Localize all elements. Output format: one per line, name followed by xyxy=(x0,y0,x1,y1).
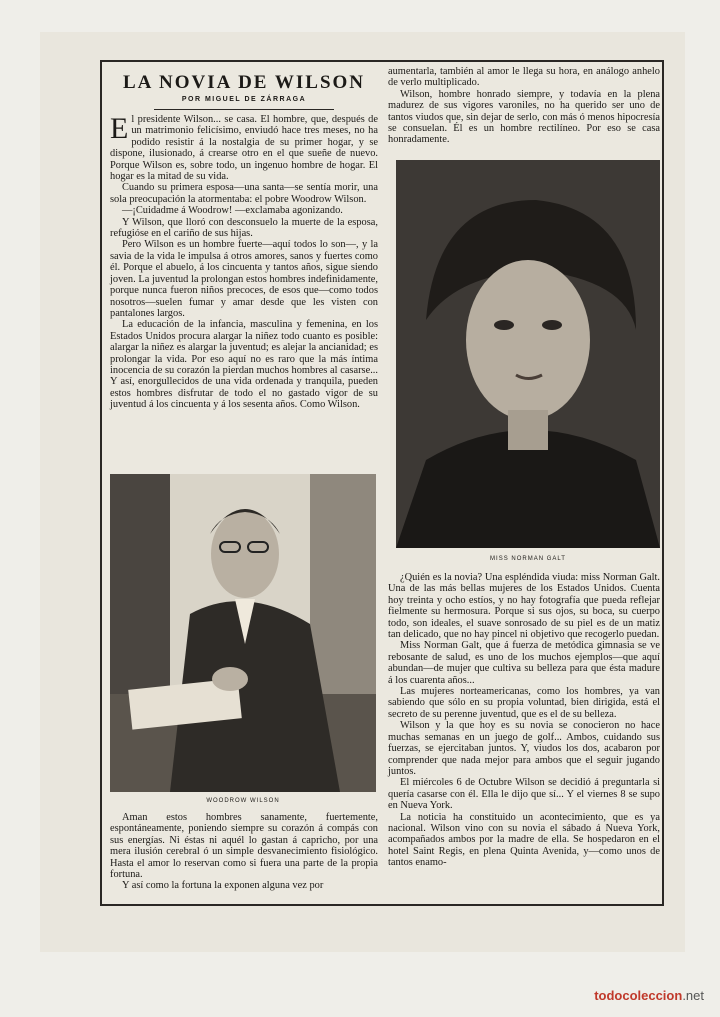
paragraph-6: La educación de la infancia, masculina y femenina, en los Estados Unidos procura alargar la niñez todo cuanto es posible: alargar la niñez es alargar la juventud; es alejar la ancianidad; es prolongar la vida. Por eso aquí no es raro que la más íntima inocencia de su corazón la pierdan muchos hombres al casarse... Y así, enorgullecidos de una vida ordenada y tranquila, pueden estos hombres disfrutar de todo el no gastado vigor de su juventud á los cincuenta y á los sesenta años. Como Wilson. xyxy=(110,319,378,411)
paragraph-1-text: l presidente Wilson... se casa. El hombre, que, después de un matrimonio felicísimo, enviudó hace tres meses, no ha podido resistir á la nostalgia de su primer hogar, y se dispone, ilusionado, á crearse otro en el que sueñe de nuevo. Porque Wilson es, sobre todo, un ingenuo hombre de hogar. El hogar es la mitad de su vida. xyxy=(110,114,378,183)
galt-portrait-image xyxy=(396,160,660,548)
wilson-photo xyxy=(110,474,376,792)
wilson-portrait-image xyxy=(110,474,376,792)
galt-photo xyxy=(396,160,660,548)
paragraph-14: Wilson y la que hoy es su novia se conocieron no hace muchas semanas en un juego de golf... Ambos, cuidando sus fuerzas, se ejercitaban juntos. Y, viudos los dos, acabaron por comprender que nada mejor para ambos que el seguir jugando juntos. xyxy=(388,720,660,777)
left-column xyxy=(110,66,378,411)
drop-cap: E xyxy=(110,112,129,145)
paragraph-3: —¡Cuidadme á Woodrow! —exclamaba agonizando. xyxy=(122,205,343,217)
paragraph-4: Y Wilson, que lloró con desconsuelo la muerte de la esposa, refugióse en el cariño de sus hijas. xyxy=(110,216,378,240)
paragraph-16: La noticia ha constituido un acontecimiento, que es ya nacional. Wilson vino con su novia el sábado á Nueva York, acompañados ambos por la madre de ella. Se hospedaron en el hotel Saint Regis, en plena Quinta Avenida, y—como unos de tantos enamo- xyxy=(388,811,660,869)
paragraph-11: ¿Quién es la novia? Una espléndida viuda: miss Norman Galt. Una de las más bellas mujeres de los Estados Unidos. Cuenta hoy treinta y ocho estíos, y no hay fotografía que pueda reflejar fielmente su hermosura. Porque si sus ojos, su boca, su cuerpo todo, son ideales, el suave sonrosado de su piel es de un matiz tan delicado, que no hay pincel ni objetivo que recogerlo puedan. xyxy=(388,572,660,641)
paragraph-9: aumentarla, también al amor le llega su hora, en análogo anhelo de verlo multiplicado. xyxy=(388,66,660,89)
wilson-caption: WOODROW WILSON xyxy=(206,798,280,804)
site-watermark xyxy=(594,988,704,1003)
article-title: LA NOVIA DE WILSON xyxy=(122,72,366,93)
paragraph-10: Wilson, hombre honrado siempre, y todavía en la plena madurez de sus vigores varoniles, no ha querido ser uno de tantos viudos que, sin dejar de serlo, con más ó menos hipocresía se consuelan. Él es un hombre rectilíneo. Por eso se casa honradamente. xyxy=(388,88,660,146)
watermark-brand: todocoleccion xyxy=(594,988,683,1003)
left-bottom-column xyxy=(110,812,378,892)
paragraph-8: Y así como la fortuna la exponen alguna vez por xyxy=(122,880,324,892)
paragraph-15: El miércoles 6 de Octubre Wilson se decidió á preguntarla si quería casarse con él. Ella le dijo que sí... Y el viernes 8 se supo en Nueva York. xyxy=(388,777,660,812)
title-rule xyxy=(154,109,334,110)
paragraph-13: Las mujeres norteamericanas, como los hombres, ya van sabiendo que sólo en su propia voluntad, bien dirigida, está el secreto de su perenne juventud, que es el de su belleza. xyxy=(388,686,660,720)
right-top-column xyxy=(388,66,660,146)
article-byline: POR MIGUEL DE ZÁRRAGA xyxy=(181,96,307,103)
paragraph-5: Pero Wilson es un hombre fuerte—aquí todos lo son—, y la savia de la vida le impulsa á otros amores, sanos y fuertes como él. Porque el abuelo, á los cincuenta y tantos años, sigue siendo joven. La juventud la prolongan estos hombres indefinidamente, porque nunca fueron niños precoces, de esos que—como todos nosotros—suelen fumar y amar desde que les visten con pantalones largos. xyxy=(110,239,378,319)
watermark-tld: .net xyxy=(682,988,704,1003)
galt-caption: MISS NORMAN GALT xyxy=(490,556,566,562)
right-bottom-column xyxy=(388,572,660,869)
paragraph-2: Cuando su primera esposa—una santa—se sentía morir, una sola preocupación la atormentaba: el pobre Woodrow Wilson. xyxy=(110,182,378,205)
paragraph-1 xyxy=(110,114,378,182)
paragraph-7: Aman estos hombres sanamente, fuertemente, espontáneamente, poniendo siempre su corazón á compás con sus energías. Ni éstas ni aquél lo gastan á capricho, por una mera ilusión cerebral ó un simple desvanecimiento fisiológico. Hasta el amor lo reservan como si fuera una parte de la propia fortuna. xyxy=(110,812,378,881)
paragraph-12: Miss Norman Galt, que á fuerza de metódica gimnasia se ve rebosante de salud, es uno de los muchos ejemplos—que aquí abundan—de mujer que cultiva su belleza para que ésta madure á los cuarenta años... xyxy=(388,640,660,686)
